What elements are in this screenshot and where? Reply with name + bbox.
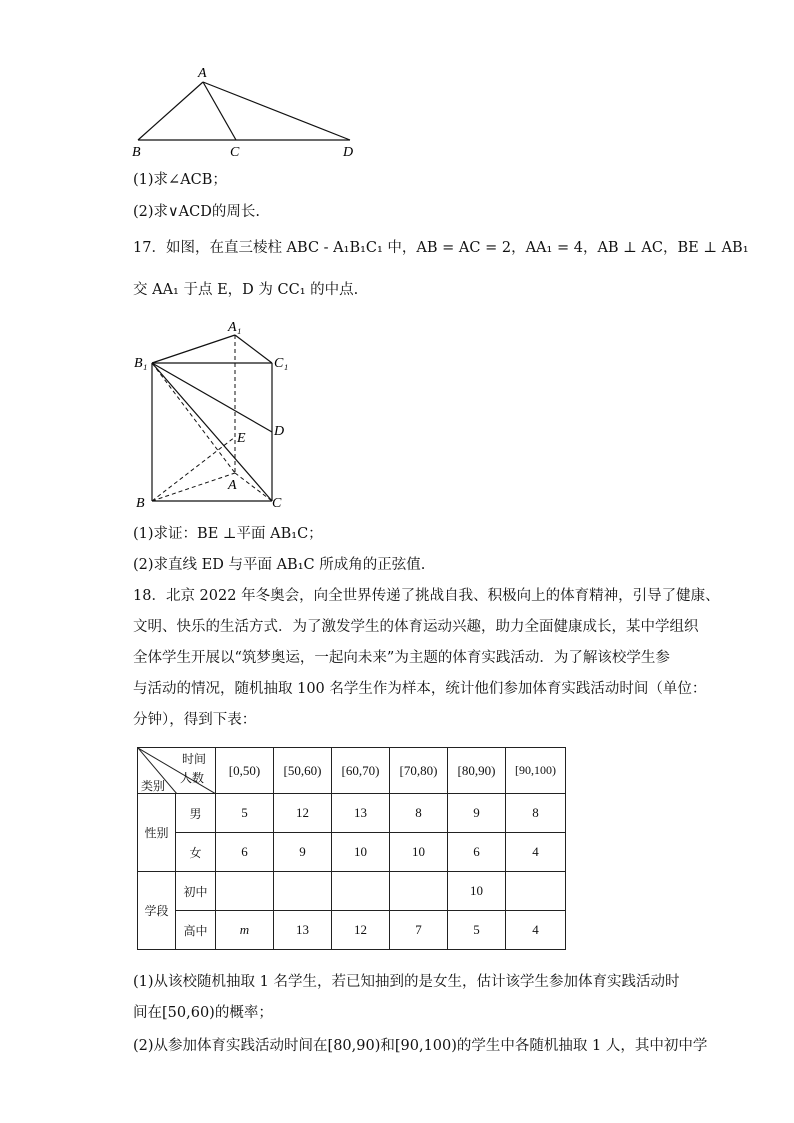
segment-b1-d [152, 363, 272, 432]
q18-part1-line2: 间在[50,60)的概率； [133, 1005, 273, 1021]
table-cell: 5 [448, 911, 506, 950]
interval-header: [80,90) [448, 748, 506, 794]
label-a: A [228, 478, 237, 493]
corner-time-label: 时间 [182, 752, 207, 766]
q18-line-2: 文明、快乐的生活方式．为了激发学生的体育运动兴趣，助力全面健康成长，某中学组织 [133, 619, 699, 635]
table-cell: m [216, 911, 274, 950]
edge-b1-a1 [152, 335, 235, 363]
corner-people-label: 人数 [180, 771, 205, 785]
table-cell [274, 872, 332, 911]
table-cell: 7 [390, 911, 448, 950]
label-c: C [272, 496, 282, 511]
group-label: 性别 [138, 794, 176, 872]
table-row [138, 911, 566, 950]
q18-line-4: 与活动的情况，随机抽取 100 名学生作为样本，统计他们参加体育实践活动时间（单位： [133, 681, 707, 697]
table-cell: 10 [332, 833, 390, 872]
row-label: 高中 [176, 911, 216, 950]
q18-part1-line1: (1)从该校随机抽取 1 名学生，若已知抽到的是女生，估计该学生参加体育实践活动时 [133, 974, 680, 990]
segment-ac [203, 82, 236, 140]
table-cell: 4 [506, 911, 566, 950]
row-label: 女 [176, 833, 216, 872]
table-cell: 13 [274, 911, 332, 950]
table-cell: 6 [216, 833, 274, 872]
activity-time-table [137, 747, 566, 950]
table-cell: 9 [448, 794, 506, 833]
q17-stem-line2: 交 AA₁ 于点 E，D 为 CC₁ 的中点. [133, 282, 359, 298]
interval-header: [0,50) [216, 748, 274, 794]
row-label: 初中 [176, 872, 216, 911]
segment-b1-a [152, 363, 235, 473]
q16-part1: (1)求∠ACB； [133, 172, 227, 188]
q16-part2: (2)求∨ACD的周长. [133, 204, 260, 220]
edge-a-c [235, 473, 272, 501]
label-d: D [274, 424, 285, 439]
table-cell: 12 [274, 794, 332, 833]
table-cell: 13 [332, 794, 390, 833]
table-corner-cell [138, 748, 216, 794]
table-cell [216, 872, 274, 911]
label-b: B [132, 145, 141, 160]
table-header-row [138, 748, 566, 794]
table-row [138, 872, 566, 911]
table-cell: 9 [274, 833, 332, 872]
row-label: 男 [176, 794, 216, 833]
q18-line-5: 分钟），得到下表： [133, 712, 257, 728]
edge-a1-c1 [235, 335, 272, 363]
table-row [138, 794, 566, 833]
q18-line-3: 全体学生开展以“筑梦奥运，一起向未来”为主题的体育实践活动．为了解该校学生参 [133, 650, 670, 666]
table-cell: 6 [448, 833, 506, 872]
table-cell: 10 [390, 833, 448, 872]
table-cell: 8 [390, 794, 448, 833]
q18-line-1: 18．北京 2022 年冬奥会，向全世界传递了挑战自我、积极向上的体育精神，引导了健康、 [133, 588, 720, 604]
label-e: E [237, 431, 246, 446]
interval-header: [60,70) [332, 748, 390, 794]
interval-header: [50,60) [274, 748, 332, 794]
corner-category-label: 类别 [141, 779, 166, 793]
interval-header: [90,100) [506, 748, 566, 794]
label-c: C [230, 145, 240, 160]
table-row [138, 833, 566, 872]
prism-figure [128, 315, 308, 515]
triangle-figure [128, 62, 368, 162]
table-cell [390, 872, 448, 911]
segment-b-e [152, 437, 235, 501]
q18-part2-line1: (2)从参加体育实践活动时间在[80,90)和[90,100)的学生中各随机抽取 1 人，其中初中学 [133, 1038, 708, 1054]
table-cell: 4 [506, 833, 566, 872]
interval-header: [70,80) [390, 748, 448, 794]
label-b: B [136, 496, 145, 511]
edge-b-a [152, 473, 235, 501]
table-cell: 12 [332, 911, 390, 950]
q17-part2: (2)求直线 ED 与平面 AB₁C 所成角的正弦值. [133, 557, 426, 573]
table-cell: 8 [506, 794, 566, 833]
q17-stem-line1: 17．如图，在直三棱柱 ABC - A₁B₁C₁ 中，AB = AC = 2，AA₁ = 4，AB ⊥ AC，BE ⊥ AB₁ [133, 240, 749, 256]
label-c1: C₁ [274, 356, 289, 371]
table-cell [506, 872, 566, 911]
label-b1: B₁ [134, 356, 148, 371]
label-a: A [198, 66, 207, 81]
group-label: 学段 [138, 872, 176, 950]
table-cell [332, 872, 390, 911]
table-cell: 5 [216, 794, 274, 833]
segment-ab [138, 82, 203, 140]
table-cell: 10 [448, 872, 506, 911]
label-d: D [343, 145, 354, 160]
label-a1: A₁ [228, 320, 242, 335]
segment-ad [203, 82, 350, 140]
q17-part1: (1)求证：BE ⊥平面 AB₁C； [133, 526, 323, 542]
